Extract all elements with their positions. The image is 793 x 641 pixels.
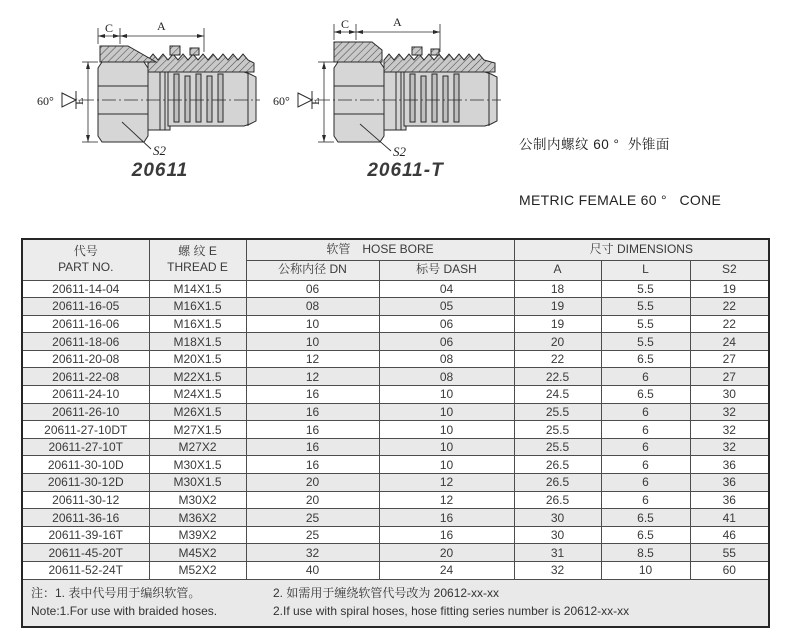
- nut-cap-section: [334, 42, 382, 62]
- table-cell: 16: [246, 456, 379, 474]
- table-cell: 22: [690, 298, 769, 316]
- table-cell: 16: [246, 403, 379, 421]
- table-cell: 6.5: [601, 509, 690, 527]
- table-row: [22, 315, 769, 333]
- table-row: [22, 386, 769, 404]
- col-header-s2: S2: [690, 260, 769, 280]
- table-cell: M52X2: [149, 562, 246, 580]
- table-cell: 20611-45-20T: [22, 544, 149, 562]
- table-cell: 08: [379, 350, 514, 368]
- table-cell: 20611-30-12: [22, 491, 149, 509]
- table-cell: 12: [379, 491, 514, 509]
- table-cell: 20611-20-08: [22, 350, 149, 368]
- table-cell: 20611-22-08: [22, 368, 149, 386]
- spec-table-notes: [22, 579, 769, 627]
- table-cell: 6: [601, 456, 690, 474]
- col-header-thread: [149, 239, 246, 280]
- table-cell: 32: [514, 562, 601, 580]
- table-row: [22, 403, 769, 421]
- dim-label-a: A: [393, 15, 402, 29]
- table-cell: 6: [601, 438, 690, 456]
- drawing-caption: 20611: [131, 160, 189, 181]
- table-row: [22, 474, 769, 492]
- table-cell: 10: [379, 386, 514, 404]
- table-cell: 22.5: [514, 368, 601, 386]
- table-cell: 10: [379, 438, 514, 456]
- crimp-tab: [431, 49, 439, 55]
- table-cell: M22X1.5: [149, 368, 246, 386]
- table-cell: 5.5: [601, 298, 690, 316]
- table-cell: 24: [690, 333, 769, 351]
- col-header-thread-en: THREAD E: [167, 259, 228, 274]
- cut-section-band: [148, 54, 254, 72]
- table-cell: 6: [601, 403, 690, 421]
- crimp-tab: [412, 47, 422, 55]
- table-cell: 60: [690, 562, 769, 580]
- col-header-hose-bore: 软管 HOSE BORE: [246, 239, 514, 260]
- table-row: [22, 562, 769, 580]
- table-cell: 10: [246, 333, 379, 351]
- table-cell: 40: [246, 562, 379, 580]
- table-cell: 20611-14-04: [22, 280, 149, 298]
- table-cell: 16: [246, 386, 379, 404]
- table-cell: 26.5: [514, 491, 601, 509]
- table-cell: 8.5: [601, 544, 690, 562]
- table-cell: M30X1.5: [149, 474, 246, 492]
- table-cell: 20611-27-10T: [22, 438, 149, 456]
- table-cell: M16X1.5: [149, 298, 246, 316]
- fitting-sleeve: [384, 68, 406, 130]
- notes: [31, 584, 760, 620]
- table-cell: 6.5: [601, 350, 690, 368]
- note-zh-2: 2. 如需用于缠绕软管代号改为 20612-xx-xx: [273, 585, 500, 600]
- table-cell: 20: [514, 333, 601, 351]
- table-row: [22, 298, 769, 316]
- col-header-part-no-zh: 代号: [73, 244, 98, 259]
- table-row: [22, 509, 769, 527]
- table-cell: M36X2: [149, 509, 246, 527]
- table-cell: 10: [379, 456, 514, 474]
- table-cell: 06: [379, 315, 514, 333]
- table-cell: 20611-52-24T: [22, 562, 149, 580]
- table-cell: 32: [690, 403, 769, 421]
- table-cell: 25: [246, 526, 379, 544]
- product-title-en: METRIC FEMALE 60 ° CONE: [519, 192, 722, 208]
- fitting-sleeve: [148, 68, 170, 130]
- table-cell: M20X1.5: [149, 350, 246, 368]
- table-cell: M26X1.5: [149, 403, 246, 421]
- crimp-tab: [170, 46, 180, 55]
- table-cell: M18X1.5: [149, 333, 246, 351]
- col-header-dash: 标号 DASH: [379, 260, 514, 280]
- table-cell: 31: [514, 544, 601, 562]
- table-cell: 19: [514, 315, 601, 333]
- table-cell: 12: [246, 350, 379, 368]
- table-cell: 6: [601, 491, 690, 509]
- col-header-part-no: [22, 239, 149, 280]
- table-cell: 16: [379, 526, 514, 544]
- table-row: [22, 438, 769, 456]
- table-cell: M30X1.5: [149, 456, 246, 474]
- table-cell: 24: [379, 562, 514, 580]
- col-header-thread-zh: 螺 纹 E: [178, 244, 217, 259]
- table-cell: 16: [246, 421, 379, 439]
- table-cell: 36: [690, 474, 769, 492]
- col-header-dn: 公称内径 DN: [246, 260, 379, 280]
- table-cell: 25: [246, 509, 379, 527]
- dim-label-s2: S2: [153, 143, 166, 158]
- table-cell: 10: [246, 315, 379, 333]
- table-cell: 30: [514, 509, 601, 527]
- table-cell: 32: [690, 421, 769, 439]
- product-title-zh: 公制内螺纹 60 ° 外锥面: [519, 137, 670, 152]
- spec-table-body: [22, 280, 769, 579]
- cut-section-band: [384, 54, 495, 72]
- notes-column-2: [273, 584, 760, 620]
- dim-label-c: C: [341, 17, 350, 31]
- table-cell: 20611-30-12D: [22, 474, 149, 492]
- table-cell: 6.5: [601, 526, 690, 544]
- table-cell: 46: [690, 526, 769, 544]
- spec-table-header: [22, 239, 769, 280]
- table-cell: M30X2: [149, 491, 246, 509]
- dim-label-c: C: [105, 21, 114, 35]
- table-cell: 26.5: [514, 474, 601, 492]
- table-cell: 22: [514, 350, 601, 368]
- table-cell: 20: [246, 474, 379, 492]
- table-cell: 32: [246, 544, 379, 562]
- table-cell: 36: [690, 456, 769, 474]
- note-en-1: Note:1.For use with braided hoses.: [31, 603, 218, 618]
- col-header-part-no-en: PART NO.: [58, 259, 114, 274]
- table-cell: 24.5: [514, 386, 601, 404]
- table-cell: 5.5: [601, 280, 690, 298]
- table-cell: 6: [601, 421, 690, 439]
- hex-nut: [334, 62, 384, 142]
- table-cell: 10: [379, 421, 514, 439]
- table-cell: 5.5: [601, 315, 690, 333]
- table-cell: 20611-30-10D: [22, 456, 149, 474]
- table-row: [22, 421, 769, 439]
- table-cell: 16: [379, 509, 514, 527]
- drawing-20611: [32, 10, 262, 182]
- table-cell: 06: [246, 280, 379, 298]
- table-row: [22, 526, 769, 544]
- table-cell: 20611-16-06: [22, 315, 149, 333]
- table-cell: 6: [601, 368, 690, 386]
- table-cell: 05: [379, 298, 514, 316]
- table-cell: 20611-24-10: [22, 386, 149, 404]
- col-header-a: A: [514, 260, 601, 280]
- table-cell: 19: [690, 280, 769, 298]
- table-cell: 20611-39-16T: [22, 526, 149, 544]
- notes-cell: [22, 579, 769, 627]
- table-cell: M27X1.5: [149, 421, 246, 439]
- note-zh-1: 注：1. 表中代号用于编织软管。: [31, 585, 201, 600]
- table-row: [22, 350, 769, 368]
- table-cell: 20: [379, 544, 514, 562]
- hex-nut: [98, 62, 148, 142]
- dim-label-s2: S2: [393, 144, 406, 158]
- nut-cap-section: [100, 46, 156, 62]
- table-cell: 04: [379, 280, 514, 298]
- table-cell: 30: [514, 526, 601, 544]
- table-cell: 27: [690, 368, 769, 386]
- table-cell: 20: [246, 491, 379, 509]
- table-cell: M45X2: [149, 544, 246, 562]
- table-cell: 25.5: [514, 403, 601, 421]
- table-cell: 12: [379, 474, 514, 492]
- dim-label-a: A: [157, 19, 166, 33]
- table-cell: 32: [690, 438, 769, 456]
- col-header-l: L: [601, 260, 690, 280]
- angle-label: 60°: [37, 94, 54, 108]
- table-cell: 25.5: [514, 438, 601, 456]
- angle-label: 60°: [273, 94, 290, 108]
- dim-label-e: E: [308, 97, 322, 105]
- drawing-20611-T: [268, 10, 503, 182]
- table-cell: 10: [601, 562, 690, 580]
- table-cell: 12: [246, 368, 379, 386]
- table-row: [22, 544, 769, 562]
- table-cell: 26.5: [514, 456, 601, 474]
- col-header-dimensions: 尺寸 DIMENSIONS: [514, 239, 769, 260]
- fitting-drawing-20611-T: [268, 10, 503, 158]
- table-cell: 20611-26-10: [22, 403, 149, 421]
- table-row: [22, 333, 769, 351]
- spec-table: [21, 238, 770, 628]
- table-cell: 08: [379, 368, 514, 386]
- product-title: [519, 97, 721, 244]
- table-cell: 6: [601, 474, 690, 492]
- table-cell: 19: [514, 298, 601, 316]
- table-cell: M14X1.5: [149, 280, 246, 298]
- table-cell: 08: [246, 298, 379, 316]
- table-row: [22, 368, 769, 386]
- table-cell: 27: [690, 350, 769, 368]
- table-cell: 20611-16-05: [22, 298, 149, 316]
- table-cell: 5.5: [601, 333, 690, 351]
- table-cell: 20611-27-10DT: [22, 421, 149, 439]
- note-en-2: 2.If use with spiral hoses, hose fitting series number is 20612-xx-xx: [273, 603, 630, 618]
- table-cell: M39X2: [149, 526, 246, 544]
- table-cell: 20611-36-16: [22, 509, 149, 527]
- fitting-drawing-20611: [32, 10, 262, 158]
- table-cell: 10: [379, 403, 514, 421]
- fitting-tail: [404, 72, 497, 126]
- table-cell: 6.5: [601, 386, 690, 404]
- table-cell: 25.5: [514, 421, 601, 439]
- table-cell: 55: [690, 544, 769, 562]
- table-cell: 06: [379, 333, 514, 351]
- notes-column-1: [31, 584, 273, 620]
- table-row: [22, 456, 769, 474]
- table-cell: 41: [690, 509, 769, 527]
- table-cell: M27X2: [149, 438, 246, 456]
- dim-label-e: E: [72, 97, 86, 105]
- table-cell: 36: [690, 491, 769, 509]
- table-cell: M16X1.5: [149, 315, 246, 333]
- table-row: [22, 280, 769, 298]
- table-cell: 16: [246, 438, 379, 456]
- table-row: [22, 491, 769, 509]
- crimp-tab: [190, 48, 199, 55]
- drawing-caption: 20611-T: [367, 160, 444, 181]
- table-cell: 30: [690, 386, 769, 404]
- table-cell: 20611-18-06: [22, 333, 149, 351]
- table-cell: 22: [690, 315, 769, 333]
- table-cell: 18: [514, 280, 601, 298]
- table-cell: M24X1.5: [149, 386, 246, 404]
